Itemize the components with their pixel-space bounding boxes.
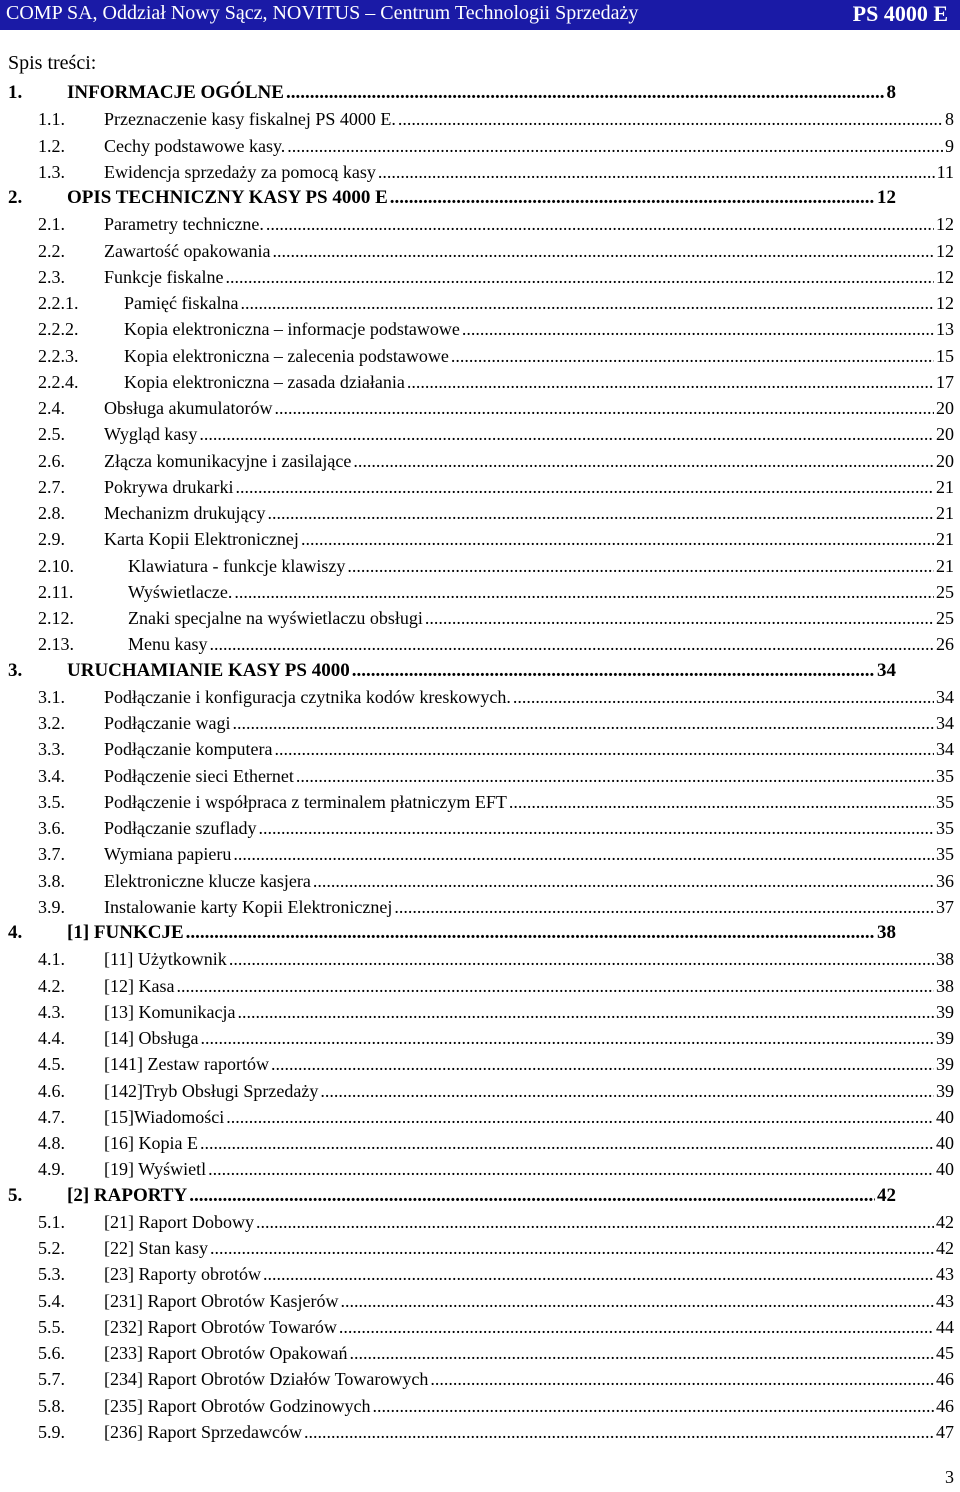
toc-dot-leader	[199, 421, 934, 447]
toc-entry-page: 17	[936, 371, 954, 392]
toc-entry-number: 5.4.	[38, 1290, 65, 1311]
toc-entry-page: 20	[936, 398, 954, 418]
toc-dot-leader	[349, 1340, 934, 1366]
toc-entry-number: 2.1.	[38, 214, 65, 235]
toc-entry-title: [13] Komunikacja	[104, 1001, 236, 1022]
toc-entry-page: 34	[877, 659, 896, 681]
toc-entry-title: Podłączenie sieci Ethernet	[104, 765, 294, 786]
toc-entry-title: Karta Kopii Elektronicznej	[104, 529, 299, 550]
toc-entry-page: 13	[936, 319, 954, 340]
toc-entry-number: 4.3.	[38, 1001, 65, 1022]
toc-entry-title: [142]Tryb Obsługi Sprzedaży	[104, 1080, 319, 1101]
toc-entry-page: 34	[936, 739, 954, 760]
toc-entry-page: 43	[936, 1264, 954, 1285]
toc-entry[interactable]	[0, 1288, 960, 1314]
toc-dot-leader	[271, 1051, 934, 1077]
toc-dot-leader	[208, 1156, 934, 1182]
toc-entry-page: 34	[936, 713, 954, 733]
toc-entry[interactable]	[0, 1078, 960, 1104]
toc-entry-page: 47	[936, 1421, 954, 1442]
toc-entry-page: 42	[936, 1211, 954, 1232]
toc-entry[interactable]	[0, 526, 960, 552]
toc-entry[interactable]	[0, 763, 960, 789]
toc-entry-number: 1.1.	[38, 109, 65, 130]
toc-title: Spis treści:	[8, 52, 97, 74]
toc-entry[interactable]	[0, 211, 960, 237]
toc-dot-leader	[451, 343, 934, 369]
toc-entry-page: 39	[936, 1028, 954, 1048]
toc-entry-title: [16] Kopia E	[104, 1133, 198, 1153]
toc-entry-number: 3.8.	[38, 870, 65, 891]
toc-entry-page: 21	[936, 555, 954, 576]
toc-entry-number: 4.	[8, 922, 23, 943]
toc-entry-title: Menu kasy	[128, 634, 208, 655]
toc-entry-page: 40	[936, 1106, 954, 1127]
toc-entry-page: 25	[936, 581, 954, 602]
toc-entry-number: 2.3.	[38, 266, 65, 287]
toc-entry-number: 2.4.	[38, 398, 65, 418]
toc-entry-title: [234] Raport Obrotów Działów Towarowych	[104, 1369, 429, 1390]
toc-entry-number: 2.13.	[38, 634, 74, 655]
toc-dot-leader	[210, 1235, 934, 1261]
toc-entry-number: 5.	[8, 1184, 23, 1206]
toc-entry-page: 39	[936, 1080, 954, 1101]
toc-entry-title: Złącza komunikacyjne i zasilające	[104, 450, 352, 471]
toc-dot-leader	[340, 1288, 934, 1314]
toc-dot-leader	[234, 579, 934, 605]
page-number: 3	[945, 1467, 954, 1487]
toc-entry[interactable]	[0, 1025, 960, 1051]
toc-entry[interactable]	[0, 920, 960, 946]
toc-entry-title: Podłączanie komputera	[104, 739, 273, 760]
toc-entry-number: 2.12.	[38, 608, 74, 628]
toc-entry-title: Znaki specjalne na wyświetlaczu obsługi	[128, 608, 423, 628]
toc-entry-number: 4.4.	[38, 1028, 65, 1048]
toc-entry-number: 4.2.	[38, 975, 65, 996]
toc-entry[interactable]	[0, 815, 960, 841]
toc-entry[interactable]	[0, 1130, 960, 1156]
toc-entry-page: 46	[936, 1369, 954, 1390]
toc-entry-number: 3.9.	[38, 896, 65, 917]
toc-entry-number: 2.9.	[38, 529, 65, 550]
toc-entry-title: OPIS TECHNICZNY KASY PS 4000 E	[67, 187, 388, 208]
toc-entry-page: 11	[936, 161, 954, 182]
table-of-contents	[0, 80, 960, 1445]
toc-entry-number: 4.7.	[38, 1106, 65, 1127]
toc-entry[interactable]	[0, 316, 960, 342]
toc-dot-leader	[240, 290, 934, 316]
toc-dot-leader	[186, 920, 875, 946]
toc-entry[interactable]	[0, 553, 960, 579]
toc-dot-leader	[226, 1104, 934, 1130]
toc-dot-leader	[200, 1025, 934, 1051]
toc-entry-number: 4.1.	[38, 949, 65, 970]
toc-entry-page: 21	[936, 503, 954, 523]
header-company: COMP SA, Oddział Nowy Sącz, NOVITUS – Centrum Technologii Sprzedaży	[6, 2, 639, 24]
toc-entry-number: 5.8.	[38, 1395, 65, 1416]
toc-entry-page: 12	[877, 187, 896, 208]
toc-entry[interactable]	[0, 894, 960, 920]
toc-entry[interactable]	[0, 474, 960, 500]
toc-entry[interactable]	[0, 133, 960, 159]
toc-entry[interactable]	[0, 500, 960, 526]
toc-entry-number: 5.3.	[38, 1264, 65, 1285]
toc-dot-leader	[263, 1261, 934, 1287]
toc-dot-leader	[235, 474, 934, 500]
toc-entry[interactable]	[0, 631, 960, 657]
toc-entry-page: 9	[945, 135, 954, 156]
toc-entry-title: Zawartość opakowania	[104, 240, 271, 261]
toc-entry-title: [23] Raporty obrotów	[104, 1264, 261, 1285]
toc-entry-page: 38	[936, 975, 954, 996]
toc-entry-number: 3.3.	[38, 739, 65, 760]
toc-entry-page: 21	[936, 476, 954, 497]
toc-entry-page: 26	[936, 634, 954, 655]
toc-entry[interactable]	[0, 1393, 960, 1419]
toc-dot-leader	[274, 736, 934, 762]
toc-entry[interactable]	[0, 1051, 960, 1077]
toc-entry-number: 3.4.	[38, 765, 65, 786]
toc-dot-leader	[304, 1419, 934, 1445]
toc-entry-page: 45	[936, 1343, 954, 1363]
toc-entry-title: Pamięć fiskalna	[124, 293, 239, 313]
toc-entry-number: 5.2.	[38, 1238, 65, 1258]
toc-entry-title: Klawiatura - funkcje klawiszy	[128, 555, 346, 576]
header-model: PS 4000 E	[852, 1, 948, 26]
toc-dot-leader	[274, 395, 934, 421]
toc-entry-page: 42	[877, 1184, 896, 1206]
toc-entry-number: 2.2.4.	[38, 371, 79, 392]
toc-entry-number: 4.6.	[38, 1080, 65, 1101]
toc-entry-number: 3.6.	[38, 818, 65, 838]
toc-entry-number: 4.9.	[38, 1159, 65, 1180]
toc-entry-page: 34	[936, 686, 954, 707]
toc-entry-title: Podłączanie szuflady	[104, 818, 257, 838]
toc-dot-leader	[233, 841, 934, 867]
toc-entry-number: 2.2.	[38, 240, 65, 261]
toc-entry-title: Wygląd kasy	[104, 424, 198, 445]
toc-entry-title: [19] Wyświetl	[104, 1159, 207, 1180]
toc-entry-page: 35	[936, 844, 954, 865]
toc-entry[interactable]	[0, 1183, 960, 1209]
toc-entry-page: 43	[936, 1290, 954, 1311]
page-header	[0, 0, 960, 30]
toc-entry-page: 46	[936, 1395, 954, 1416]
toc-entry[interactable]	[0, 1340, 960, 1366]
toc-dot-leader	[353, 448, 934, 474]
toc-entry-number: 2.2.3.	[38, 345, 79, 366]
toc-entry-number: 2.	[8, 187, 23, 208]
toc-entry-title: Instalowanie karty Kopii Elektronicznej	[104, 896, 393, 917]
toc-dot-leader	[347, 553, 934, 579]
toc-entry-title: [235] Raport Obrotów Godzinowych	[104, 1395, 371, 1416]
toc-entry-number: 3.	[8, 659, 23, 681]
toc-entry-title: Wymiana papieru	[104, 844, 232, 865]
toc-entry-title: Podłączanie wagi	[104, 713, 231, 733]
toc-entry[interactable]	[0, 658, 960, 684]
toc-entry-title: Pokrywa drukarki	[104, 476, 234, 497]
toc-entry-title: [14] Obsługa	[104, 1028, 199, 1048]
toc-dot-leader	[390, 185, 875, 211]
toc-dot-leader	[407, 369, 934, 395]
toc-entry[interactable]	[0, 1261, 960, 1287]
toc-entry-number: 1.2.	[38, 135, 65, 156]
toc-entry-page: 40	[936, 1159, 954, 1180]
toc-entry[interactable]	[0, 264, 960, 290]
toc-dot-leader	[210, 631, 935, 657]
toc-dot-leader	[462, 316, 934, 342]
toc-entry-title: Mechanizm drukujący	[104, 503, 266, 523]
toc-entry-page: 21	[936, 529, 954, 550]
toc-entry[interactable]	[0, 1209, 960, 1235]
toc-entry-title: Obsługa akumulatorów	[104, 398, 273, 418]
toc-entry-page: 8	[886, 82, 896, 103]
toc-entry-title: [233] Raport Obrotów Opakowań	[104, 1343, 348, 1363]
toc-entry-number: 3.7.	[38, 844, 65, 865]
toc-entry[interactable]	[0, 448, 960, 474]
toc-entry-title: INFORMACJE OGÓLNE	[67, 82, 284, 103]
toc-entry-number: 4.5.	[38, 1054, 65, 1075]
toc-entry-page: 12	[936, 214, 954, 235]
toc-entry[interactable]	[0, 343, 960, 369]
toc-entry[interactable]	[0, 1104, 960, 1130]
toc-entry-page: 12	[936, 240, 954, 261]
toc-entry-page: 35	[936, 818, 954, 838]
toc-entry-page: 20	[936, 424, 954, 445]
toc-entry-title: [12] Kasa	[104, 975, 175, 996]
toc-entry-number: 1.	[8, 82, 23, 103]
toc-entry-page: 39	[936, 1054, 954, 1075]
toc-dot-leader	[266, 211, 934, 237]
toc-dot-leader	[237, 999, 934, 1025]
toc-dot-leader	[513, 684, 934, 710]
toc-entry[interactable]	[0, 1419, 960, 1445]
toc-entry-number: 2.8.	[38, 503, 65, 523]
toc-entry-number: 2.5.	[38, 424, 65, 445]
toc-entry-number: 2.7.	[38, 476, 65, 497]
toc-dot-leader	[313, 868, 934, 894]
toc-entry-page: 42	[936, 1238, 954, 1258]
toc-dot-leader	[189, 1183, 875, 1209]
toc-entry-title: [11] Użytkownik	[104, 949, 227, 970]
toc-entry[interactable]	[0, 106, 960, 132]
toc-dot-leader	[232, 710, 934, 736]
toc-entry[interactable]	[0, 1366, 960, 1392]
toc-entry-number: 2.6.	[38, 450, 65, 471]
toc-entry[interactable]	[0, 1314, 960, 1340]
toc-entry-title: Podłączenie i współpraca z terminalem płatniczym EFT	[104, 791, 507, 812]
toc-entry-title: Kopia elektroniczna – zasada działania	[124, 371, 405, 392]
toc-entry-number: 3.2.	[38, 713, 65, 733]
toc-entry-title: [1] FUNKCJE	[67, 922, 184, 943]
toc-dot-leader	[301, 526, 934, 552]
toc-entry[interactable]	[0, 868, 960, 894]
toc-entry-number: 5.1.	[38, 1211, 65, 1232]
toc-dot-leader	[352, 658, 875, 684]
toc-entry-page: 44	[936, 1316, 954, 1337]
toc-entry-number: 5.7.	[38, 1369, 65, 1390]
toc-entry-title: Elektroniczne klucze kasjera	[104, 870, 311, 891]
toc-entry-number: 1.3.	[38, 161, 65, 182]
toc-dot-leader	[372, 1393, 934, 1419]
toc-entry-title: [141] Zestaw raportów	[104, 1054, 269, 1075]
toc-entry-title: Funkcje fiskalne	[104, 266, 224, 287]
toc-entry[interactable]	[0, 946, 960, 972]
toc-dot-leader	[509, 789, 934, 815]
toc-entry-number: 2.2.2.	[38, 319, 79, 340]
toc-dot-leader	[287, 133, 943, 159]
toc-entry[interactable]	[0, 999, 960, 1025]
toc-dot-leader	[258, 815, 934, 841]
toc-entry-title: Cechy podstawowe kasy.	[104, 135, 286, 156]
toc-entry[interactable]	[0, 736, 960, 762]
toc-entry[interactable]	[0, 710, 960, 736]
toc-entry[interactable]	[0, 1156, 960, 1182]
toc-entry-page: 36	[936, 870, 954, 891]
toc-entry-title: [231] Raport Obrotów Kasjerów	[104, 1290, 339, 1311]
toc-entry-number: 3.1.	[38, 686, 65, 707]
toc-entry-title: Kopia elektroniczna – zalecenia podstawowe	[124, 345, 449, 366]
toc-entry-number: 2.11.	[38, 581, 74, 602]
toc-entry-number: 4.8.	[38, 1133, 65, 1153]
toc-entry-page: 15	[936, 345, 954, 366]
toc-entry-number: 3.5.	[38, 791, 65, 812]
toc-dot-leader	[267, 500, 934, 526]
toc-entry-title: [22] Stan kasy	[104, 1238, 208, 1258]
toc-dot-leader	[339, 1314, 934, 1340]
toc-entry-page: 20	[936, 450, 954, 471]
toc-dot-leader	[229, 946, 934, 972]
toc-dot-leader	[272, 238, 934, 264]
toc-dot-leader	[398, 106, 943, 132]
toc-entry-page: 37	[936, 896, 954, 917]
toc-entry-number: 5.6.	[38, 1343, 65, 1363]
toc-entry[interactable]	[0, 290, 960, 316]
toc-entry-page: 35	[936, 791, 954, 812]
toc-entry-title: [236] Raport Sprzedawców	[104, 1421, 302, 1442]
toc-entry-page: 12	[936, 293, 954, 313]
toc-entry-title: Podłączanie i konfiguracja czytnika kodów kreskowych.	[104, 686, 511, 707]
toc-entry-title: [21] Raport Dobowy	[104, 1211, 254, 1232]
toc-entry-page: 38	[936, 949, 954, 970]
toc-dot-leader	[430, 1366, 934, 1392]
toc-entry-title: Ewidencja sprzedaży za pomocą kasy	[104, 161, 376, 182]
toc-entry-number: 5.9.	[38, 1421, 65, 1442]
toc-entry-page: 39	[936, 1001, 954, 1022]
toc-dot-leader	[256, 1209, 934, 1235]
toc-dot-leader	[286, 80, 885, 106]
toc-entry-title: Kopia elektroniczna – informacje podstawowe	[124, 319, 460, 340]
toc-entry-title: [2] RAPORTY	[67, 1184, 188, 1206]
toc-entry[interactable]	[0, 579, 960, 605]
toc-entry-page: 12	[936, 266, 954, 287]
toc-entry-page: 40	[936, 1133, 954, 1153]
toc-entry-number: 5.5.	[38, 1316, 65, 1337]
toc-dot-leader	[378, 159, 935, 185]
toc-entry-title: [15]Wiadomości	[104, 1106, 225, 1127]
toc-entry-title: [232] Raport Obrotów Towarów	[104, 1316, 337, 1337]
toc-entry[interactable]	[0, 1235, 960, 1261]
toc-dot-leader	[176, 973, 934, 999]
toc-entry-title: Parametry techniczne.	[104, 214, 264, 235]
toc-dot-leader	[296, 763, 934, 789]
toc-entry[interactable]	[0, 159, 960, 185]
toc-entry[interactable]	[0, 238, 960, 264]
toc-entry[interactable]	[0, 973, 960, 999]
toc-entry-title: Wyświetlacze.	[128, 581, 233, 602]
toc-entry[interactable]	[0, 395, 960, 421]
toc-entry-title: Przeznaczenie kasy fiskalnej PS 4000 E.	[104, 109, 396, 130]
toc-entry[interactable]	[0, 421, 960, 447]
toc-entry-number: 2.2.1.	[38, 293, 79, 313]
toc-entry-page: 8	[945, 109, 954, 130]
toc-entry-page: 35	[936, 765, 954, 786]
toc-entry[interactable]	[0, 369, 960, 395]
toc-entry-page: 25	[936, 608, 954, 628]
toc-entry[interactable]	[0, 185, 960, 211]
toc-dot-leader	[394, 894, 934, 920]
toc-dot-leader	[225, 264, 934, 290]
toc-dot-leader	[200, 1130, 934, 1156]
toc-entry-title: URUCHAMIANIE KASY PS 4000	[67, 659, 350, 681]
toc-entry-number: 2.10.	[38, 555, 74, 576]
toc-dot-leader	[425, 605, 934, 631]
toc-entry[interactable]	[0, 789, 960, 815]
toc-entry-page: 38	[877, 922, 896, 943]
toc-entry[interactable]	[0, 605, 960, 631]
toc-dot-leader	[320, 1078, 934, 1104]
toc-entry[interactable]	[0, 80, 960, 106]
toc-entry[interactable]	[0, 684, 960, 710]
toc-entry[interactable]	[0, 841, 960, 867]
